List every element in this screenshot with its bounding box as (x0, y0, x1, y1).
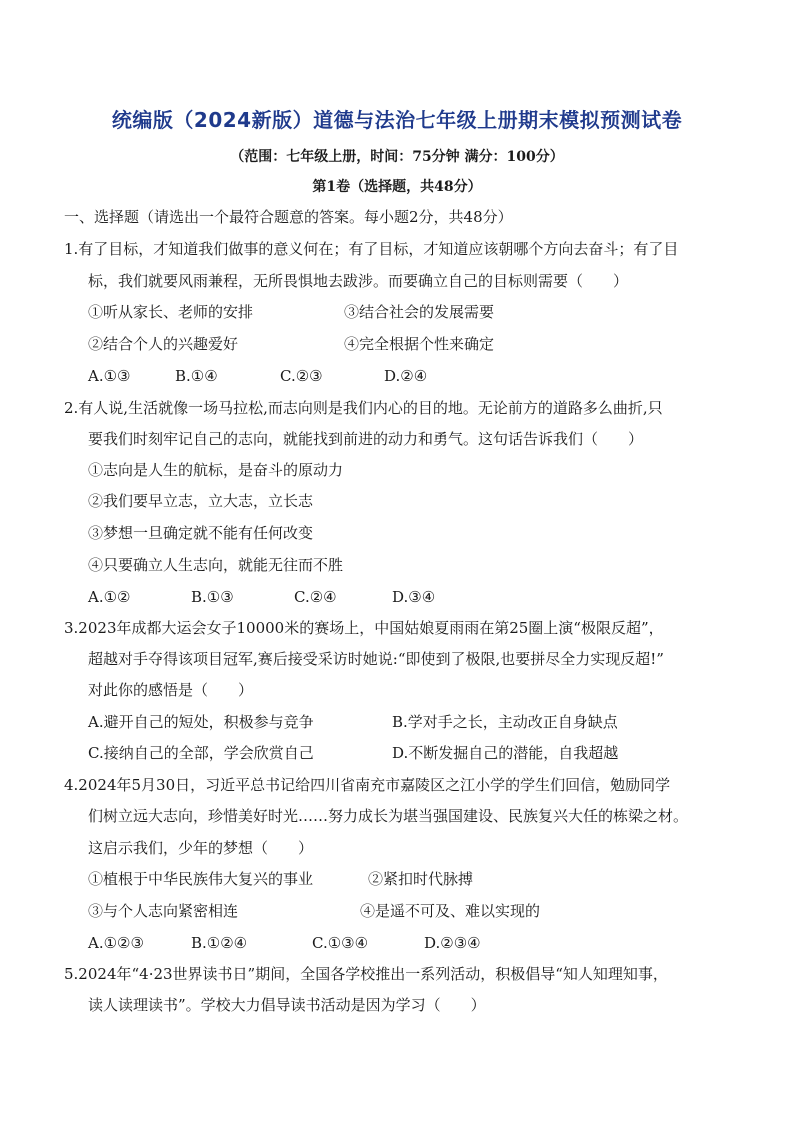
question-4-stem-line-3: 这启示我们，少年的梦想（ ） (88, 839, 314, 857)
question-4-choice-c: C.①③④ (312, 934, 369, 952)
exam-scope-line: （范围：七年级上册，时间：75分钟 满分：100分） (230, 149, 564, 165)
question-2-choice-b: B.①③ (191, 588, 234, 606)
question-5-stem-line-1: 5.2024年“4·23世界读书日”期间，全国各学校推出一系列活动，积极倡导“知人知理知事， (64, 965, 668, 983)
question-4-statement-2: ②紧扣时代脉搏 (368, 870, 474, 888)
question-1-statement-2: ②结合个人的兴趣爱好 (88, 335, 239, 353)
question-3-choice-b: B.学对手之长，主动改正自身缺点 (392, 713, 618, 731)
question-5-stem-line-2: 读人读理读书”。学校大力倡导读书活动是因为学习（ ） (88, 996, 486, 1014)
question-4-stem-line-2: 们树立远大志向，珍惜美好时光……努力成长为堪当强国建设、民族复兴大任的栋梁之材。 (88, 807, 689, 825)
question-4-choice-d: D.②③④ (424, 934, 481, 952)
question-2-statement-2: ②我们要早立志，立大志，立长志 (88, 492, 314, 510)
question-2-choice-c: C.②④ (294, 588, 337, 606)
question-2-statement-3: ③梦想一旦确定就不能有任何改变 (88, 524, 314, 542)
section-heading: 一、选择题（请选出一个最符合题意的答案。每小题2分，共48分） (64, 208, 513, 226)
question-4-choice-b: B.①②④ (191, 934, 248, 952)
question-1-choice-a: A.①③ (88, 367, 131, 385)
question-4-statement-4: ④是遥不可及、难以实现的 (360, 902, 541, 920)
question-1-statement-4: ④完全根据个性来确定 (344, 335, 495, 353)
question-1-choice-c: C.②③ (280, 367, 323, 385)
question-1-choice-b: B.①④ (175, 367, 218, 385)
question-1-choice-d: D.②④ (384, 367, 428, 385)
question-4-statement-3: ③与个人志向紧密相连 (88, 902, 239, 920)
question-3-choice-c: C.接纳自己的全部，学会欣赏自己 (88, 744, 314, 762)
question-1-statement-1: ①听从家长、老师的安排 (88, 303, 254, 321)
question-2-stem-line-1: 2.有人说,生活就像一场马拉松,而志向则是我们内心的目的地。无论前方的道路多么曲折,只 (64, 399, 663, 417)
question-2-stem-line-2: 要我们时刻牢记自己的志向，就能找到前进的动力和勇气。这句话告诉我们（ ） (88, 430, 644, 448)
question-3-stem-line-2: 超越对手夺得该项目冠军,赛后接受采访时她说:“即使到了极限,也要拼尽全力实现反超!” (88, 650, 664, 668)
question-2-choice-d: D.③④ (392, 588, 436, 606)
question-2-statement-4: ④只要确立人生志向，就能无往而不胜 (88, 556, 344, 574)
question-1-stem-line-1: 1.有了目标，才知道我们做事的意义何在；有了目标，才知道应该朝哪个方向去奋斗；有了目 (64, 240, 679, 258)
question-4-choice-a: A.①②③ (88, 934, 144, 952)
volume-heading: 第1卷（选择题，共48分） (312, 179, 482, 195)
question-3-stem-line-3: 对此你的感悟是（ ） (88, 681, 254, 699)
question-3-choice-d: D.不断发掘自己的潜能，自我超越 (392, 744, 619, 762)
question-2-statement-1: ①志向是人生的航标，是奋斗的原动力 (88, 461, 344, 479)
question-3-choice-a: A.避开自己的短处，积极参与竞争 (88, 713, 314, 731)
question-3-stem-line-1: 3.2023年成都大运会女子10000米的赛场上，中国姑娘夏雨雨在第25圈上演“极限反超”， (64, 619, 664, 637)
question-1-stem-line-2: 标，我们就要风雨兼程，无所畏惧地去跋涉。而要确立自己的目标则需要（ ） (88, 272, 629, 290)
question-4-stem-line-1: 4.2024年5月30日，习近平总书记给四川省南充市嘉陵区之江小学的学生们回信，勉励同学 (64, 776, 671, 794)
question-2-choice-a: A.①② (88, 588, 131, 606)
question-4-statement-1: ①植根于中华民族伟大复兴的事业 (88, 870, 314, 888)
exam-title: 统编版（2024新版）道德与法治七年级上册期末模拟预测试卷 (111, 108, 683, 132)
question-1-statement-3: ③结合社会的发展需要 (344, 303, 495, 321)
